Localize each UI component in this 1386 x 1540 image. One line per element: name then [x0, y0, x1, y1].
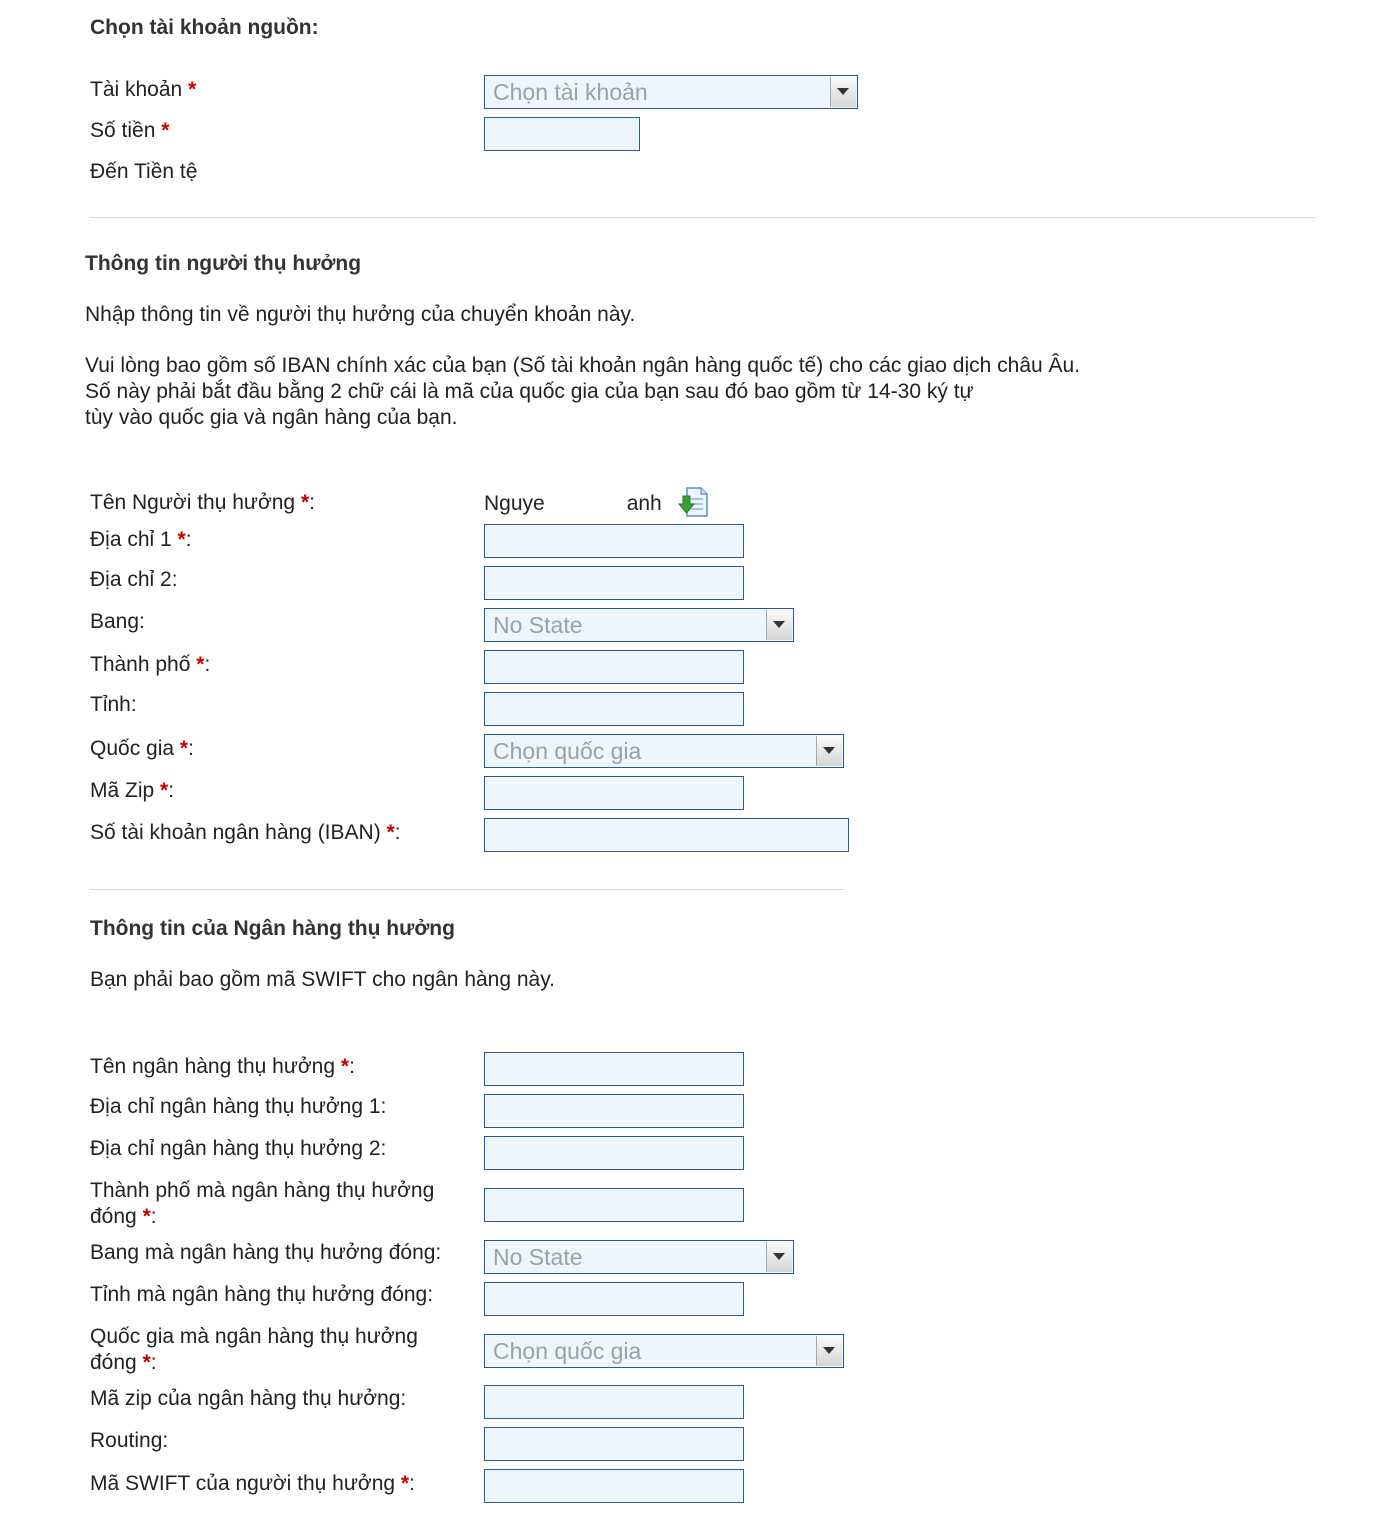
bank-address2-input[interactable] [484, 1136, 744, 1170]
state-select-value: No State [493, 612, 583, 638]
bank-name-input[interactable] [484, 1052, 744, 1086]
zip-input[interactable] [484, 776, 744, 810]
zip-label: Mã Zip *: [90, 779, 175, 802]
bank-country-label: Quốc gia mà ngân hàng thụ hưởng đóng *: [90, 1325, 418, 1374]
account-select[interactable] [484, 75, 858, 109]
country-select-value: Chọn quốc gia [493, 738, 642, 764]
bank-address1-label: Địa chỉ ngân hàng thụ hưởng 1: [90, 1095, 387, 1118]
bank-heading: Thông tin của Ngân hàng thụ hưởng [90, 917, 455, 940]
state-label: Bang: [90, 610, 145, 633]
address2-label: Địa chỉ 2: [90, 568, 178, 591]
province-label: Tỉnh: [90, 693, 137, 716]
chevron-down-icon[interactable] [816, 1336, 842, 1366]
bank-address2-label: Địa chỉ ngân hàng thụ hưởng 2: [90, 1137, 387, 1160]
routing-input[interactable] [484, 1427, 744, 1461]
amount-label: Số tiền * [90, 119, 170, 142]
beneficiary-intro: Nhập thông tin về người thụ hưởng của chuyển khoản này. [85, 303, 636, 326]
chevron-down-icon[interactable] [766, 1242, 792, 1272]
account-label: Tài khoản * [90, 78, 197, 101]
bank-address1-input[interactable] [484, 1094, 744, 1128]
swift-input[interactable] [484, 1469, 744, 1503]
city-label: Thành phố *: [90, 653, 211, 676]
to-currency-label: Đến Tiền tệ [90, 160, 198, 183]
chevron-down-icon[interactable] [766, 610, 792, 640]
bank-city-input[interactable] [484, 1188, 744, 1222]
iban-input[interactable] [484, 818, 849, 852]
address-book-icon[interactable] [677, 486, 709, 518]
bank-zip-label: Mã zip của ngân hàng thụ hưởng: [90, 1387, 407, 1410]
country-select[interactable] [484, 734, 844, 768]
bank-name-label: Tên ngân hàng thụ hưởng *: [90, 1055, 355, 1078]
bank-state-select-value: No State [493, 1244, 583, 1270]
bank-state-label: Bang mà ngân hàng thụ hưởng đóng: [90, 1241, 442, 1264]
bank-city-label: Thành phố mà ngân hàng thụ hưởng đóng *: [90, 1179, 435, 1228]
divider [90, 217, 1316, 218]
chevron-down-icon[interactable] [830, 77, 856, 107]
beneficiary-name-label: Tên Người thụ hưởng *: [90, 491, 315, 514]
divider [90, 889, 845, 890]
bank-province-input[interactable] [484, 1282, 744, 1316]
bank-state-select[interactable] [484, 1240, 794, 1274]
bank-intro: Bạn phải bao gồm mã SWIFT cho ngân hàng này. [90, 968, 556, 991]
address2-input[interactable] [484, 566, 744, 600]
iban-note: Vui lòng bao gồm số IBAN chính xác của bạn (Số tài khoản ngân hàng quốc tế) cho các giao dịch châu Âu. Số này phải bắt đầu bằng 2 chữ cái là mã của quốc gia của bạn sau đó bao gồm từ 14-30 ký tự tùy vào quốc gia và ngân hàng của bạn. [85, 354, 1081, 429]
account-select-value: Chọn tài khoản [493, 79, 648, 105]
source-heading: Chọn tài khoản nguồn: [90, 16, 319, 39]
routing-label: Routing: [90, 1429, 169, 1452]
amount-input[interactable] [484, 117, 640, 151]
province-input[interactable] [484, 692, 744, 726]
bank-zip-input[interactable] [484, 1385, 744, 1419]
country-label: Quốc gia *: [90, 737, 194, 760]
bank-province-label: Tỉnh mà ngân hàng thụ hưởng đóng: [90, 1283, 434, 1306]
bank-country-select-value: Chọn quốc gia [493, 1338, 642, 1364]
bank-country-select[interactable] [484, 1334, 844, 1368]
swift-label: Mã SWIFT của người thụ hưởng *: [90, 1472, 415, 1495]
address1-input[interactable] [484, 524, 744, 558]
city-input[interactable] [484, 650, 744, 684]
beneficiary-name-value: Nguye anh [484, 492, 662, 515]
beneficiary-heading: Thông tin người thụ hưởng [85, 252, 362, 275]
state-select[interactable] [484, 608, 794, 642]
iban-label: Số tài khoản ngân hàng (IBAN) *: [90, 821, 401, 844]
address1-label: Địa chỉ 1 *: [90, 528, 192, 551]
chevron-down-icon[interactable] [816, 736, 842, 766]
